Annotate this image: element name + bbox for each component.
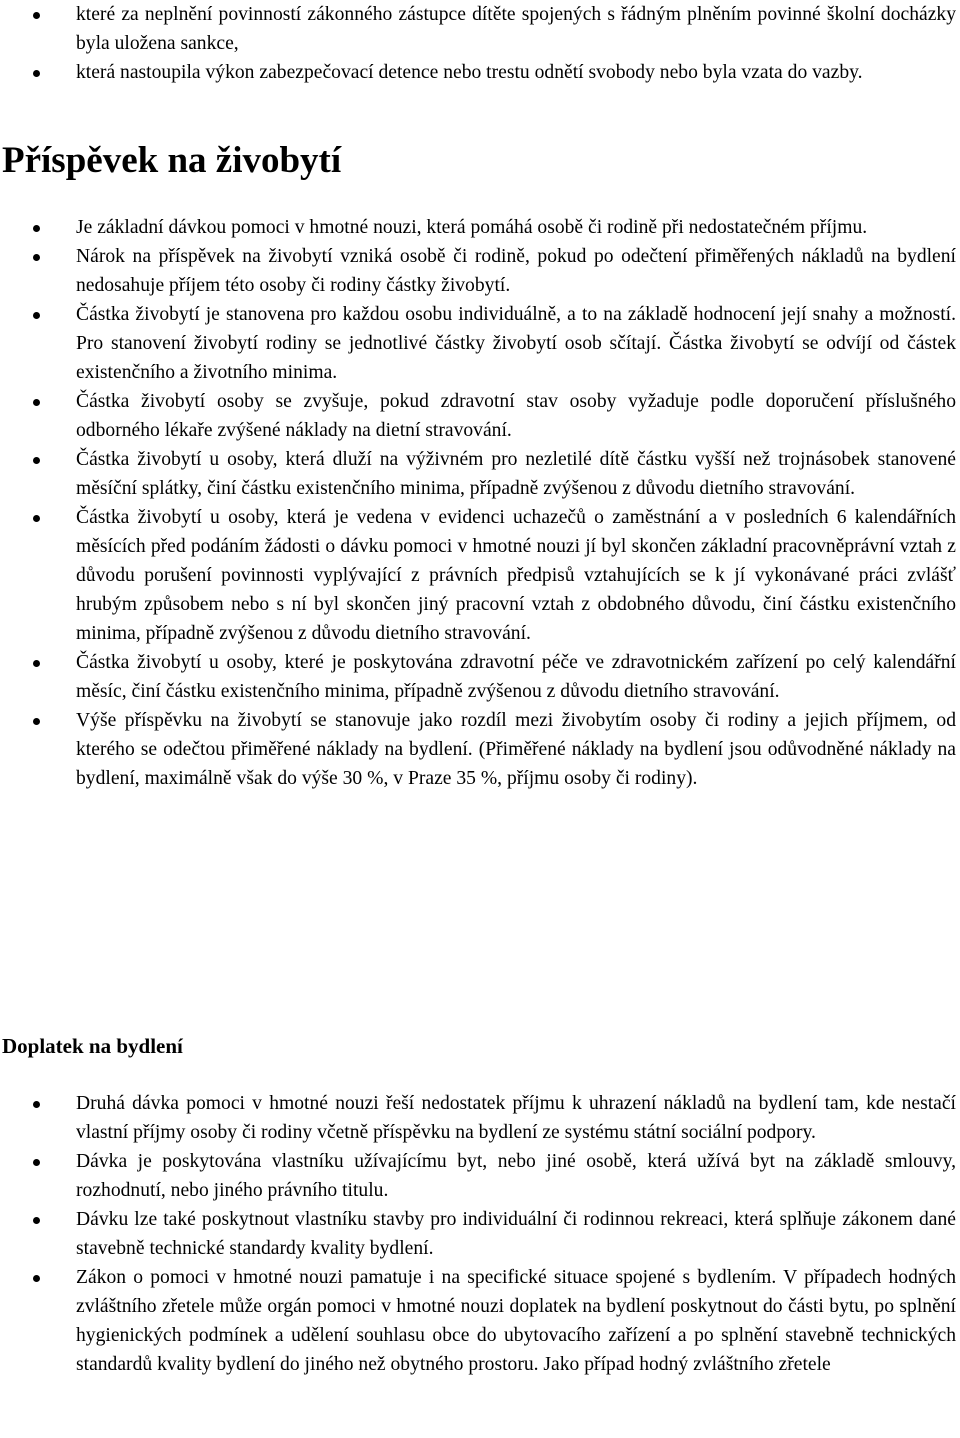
list-item: Druhá dávka pomoci v hmotné nouzi řeší nedostatek příjmu k uhrazení nákladů na bydlení tam, kde nestačí vlastní příjmy osoby či rodiny včetně příspěvku na bydlení ze systému státní sociální podpory. bbox=[0, 1089, 960, 1147]
list-item: Částka živobytí je stanovena pro každou osobu individuálně, a to na základě hodnocení její snahy a možností. Pro stanovení živobytí rodiny se jednotlivé částky živobytí osob sčítají. Částka živobytí se odvíjí od částek existenčního a životního minima. bbox=[0, 300, 960, 387]
list-item: která nastoupila výkon zabezpečovací detence nebo trestu odnětí svobody nebo byla vzata do vazby. bbox=[0, 58, 960, 87]
section-heading-doplatek: Doplatek na bydlení bbox=[2, 1034, 183, 1058]
section-heading-prispevek: Příspěvek na živobytí bbox=[2, 140, 342, 181]
list-item: které za neplnění povinností zákonného zástupce dítěte spojených s řádným plněním povinné školní docházky byla uložena sankce, bbox=[0, 0, 960, 58]
list-item: Dávka je poskytována vlastníku užívajícímu byt, nebo jiné osobě, která užívá byt na základě smlouvy, rozhodnutí, nebo jiného právního titulu. bbox=[0, 1147, 960, 1205]
list-item: Částka živobytí u osoby, která dluží na výživném pro nezletilé dítě částku vyšší než trojnásobek stanovené měsíční splátky, činí částku existenčního minima, případně zvýšenou z důvodu dietního stravování. bbox=[0, 445, 960, 503]
list-item: Částka živobytí u osoby, které je poskytována zdravotní péče ve zdravotnickém zařízení po celý kalendářní měsíc, činí částku existenčního minima, případně zvýšenou z důvodu dietního stravování. bbox=[0, 648, 960, 706]
list-item: Nárok na příspěvek na živobytí vzniká osobě či rodině, pokud po odečtení přiměřených nákladů na bydlení nedosahuje příjem této osoby či rodiny částky živobytí. bbox=[0, 242, 960, 300]
list-item: Zákon o pomoci v hmotné nouzi pamatuje i na specifické situace spojené s bydlením. V případech hodných zvláštního zřetele může orgán pomoci v hmotné nouzi doplatek na bydlení poskytnout do části bytu, po splnění hygienických podmínek a udělení souhlasu obce do ubytovacího zařízení a po splnění stavebně technických standardů kvality bydlení do jiného než obytného prostoru. Jako případ hodný zvláštního zřetele bbox=[0, 1263, 960, 1379]
list-item: Výše příspěvku na živobytí se stanovuje jako rozdíl mezi živobytím osoby či rodiny a jejich příjmem, od kterého se odečtou přiměřené náklady na bydlení. (Přiměřené náklady na bydlení jsou odůvodněné náklady na bydlení, maximálně však do výše 30 %, v Praze 35 %, příjmu osoby či rodiny). bbox=[0, 706, 960, 793]
list-item: Částka živobytí osoby se zvyšuje, pokud zdravotní stav osoby vyžaduje podle doporučení příslušného odborného lékaře zvýšené náklady na dietní stravování. bbox=[0, 387, 960, 445]
list-item: Částka živobytí u osoby, která je vedena v evidenci uchazečů o zaměstnání a v posledních 6 kalendářních měsících před podáním žádosti o dávku pomoci v hmotné nouzi jí byl skončen základní pracovněprávní vztah z důvodu porušení povinnosti vyplývající z právních předpisů vztahujících se k jí vykonávané práci zvlášť hrubým způsobem nebo s ní byl skončen jiný pracovní vztah z obdobného důvodu, činí částku existenčního minima, případně zvýšenou z důvodu dietního stravování. bbox=[0, 503, 960, 648]
list-item: Dávku lze také poskytnout vlastníku stavby pro individuální či rodinnou rekreaci, která splňuje zákonem dané stavebně technické standardy kvality bydlení. bbox=[0, 1205, 960, 1263]
list-item: Je základní dávkou pomoci v hmotné nouzi, která pomáhá osobě či rodině při nedostatečném příjmu. bbox=[0, 213, 960, 242]
bullet-list-continuation bbox=[0, 0, 960, 87]
bullet-list-prispevek bbox=[0, 213, 960, 793]
bullet-list-doplatek bbox=[0, 1089, 960, 1379]
